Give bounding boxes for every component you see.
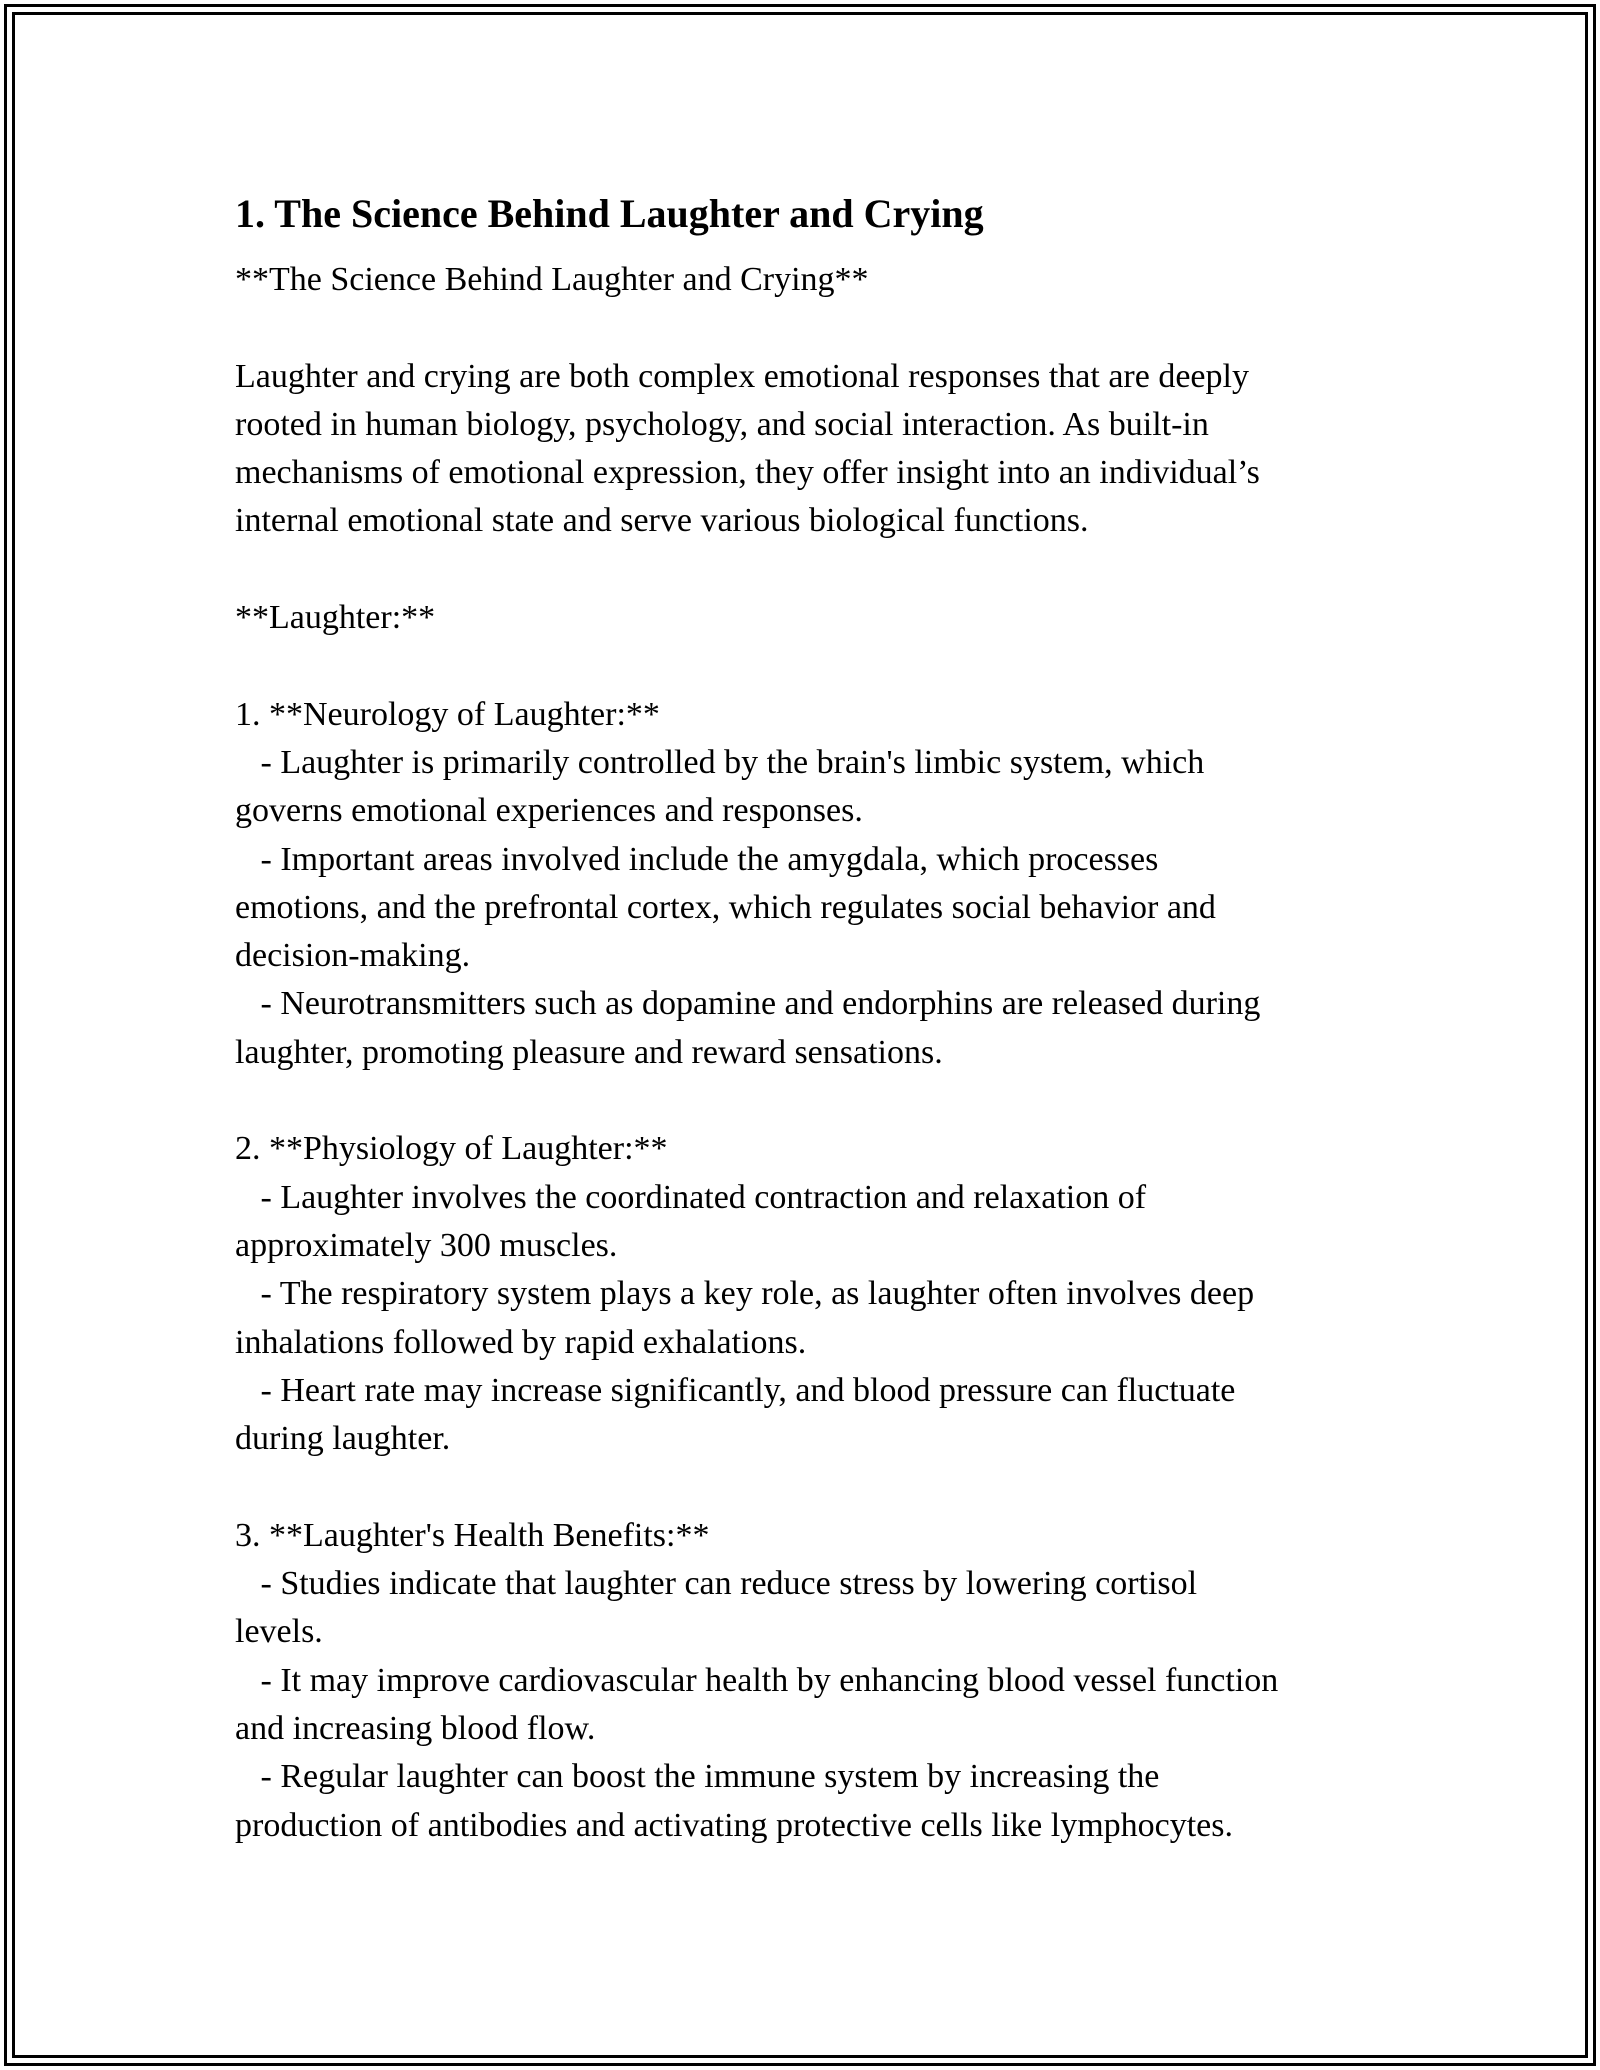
text-line [235, 1077, 1370, 1125]
text-line: 1. **Neurology of Laughter:** [235, 695, 660, 733]
text-line: - Neurotransmitters such as dopamine and endorphins are released during [235, 985, 1261, 1023]
text-lines [235, 256, 1370, 1850]
text-line [235, 546, 1370, 594]
text-line: laughter, promoting pleasure and reward sensations. [235, 1033, 943, 1071]
text-line: internal emotional state and serve various biological functions. [235, 502, 1089, 540]
text-line: 3. **Laughter's Health Benefits:** [235, 1516, 710, 1554]
text-line [235, 304, 1370, 352]
text-line: production of antibodies and activating protective cells like lymphocytes. [235, 1806, 1234, 1844]
section-heading: 1. The Science Behind Laughter and Crying [235, 191, 984, 236]
text-line: **Laughter:** [235, 599, 436, 637]
text-line: **The Science Behind Laughter and Crying** [235, 261, 869, 298]
text-line: Laughter and crying are both complex emotional responses that are deeply [235, 357, 1249, 395]
text-line: inhalations followed by rapid exhalations. [235, 1323, 807, 1361]
text-line: decision-making. [235, 937, 471, 975]
text-line [235, 1463, 1370, 1511]
text-line: - Laughter involves the coordinated contraction and relaxation of [235, 1178, 1147, 1216]
text-line: - The respiratory system plays a key role, as laughter often involves deep [235, 1275, 1255, 1313]
text-line: during laughter. [235, 1420, 451, 1458]
text-line: - Important areas involved include the amygdala, which processes [235, 840, 1159, 878]
text-line: governs emotional experiences and responses. [235, 792, 863, 830]
text-line: 2. **Physiology of Laughter:** [235, 1130, 668, 1168]
text-line: - Regular laughter can boost the immune system by increasing the [235, 1758, 1160, 1796]
text-line: - Heart rate may increase significantly, and blood pressure can fluctuate [235, 1371, 1236, 1409]
text-line: emotions, and the prefrontal cortex, which regulates social behavior and [235, 888, 1216, 926]
text-line: mechanisms of emotional expression, they offer insight into an individual’s [235, 454, 1260, 492]
text-line: - Studies indicate that laughter can reduce stress by lowering cortisol [235, 1565, 1198, 1603]
text-line: rooted in human biology, psychology, and social interaction. As built-in [235, 405, 1209, 443]
text-line: approximately 300 muscles. [235, 1226, 618, 1264]
text-line: - Laughter is primarily controlled by the brain's limbic system, which [235, 743, 1205, 781]
text-line: - It may improve cardiovascular health by enhancing blood vessel function [235, 1661, 1279, 1699]
document-body [235, 186, 1370, 1850]
text-line [235, 642, 1370, 690]
text-line: levels. [235, 1613, 323, 1651]
text-line: and increasing blood flow. [235, 1709, 596, 1747]
